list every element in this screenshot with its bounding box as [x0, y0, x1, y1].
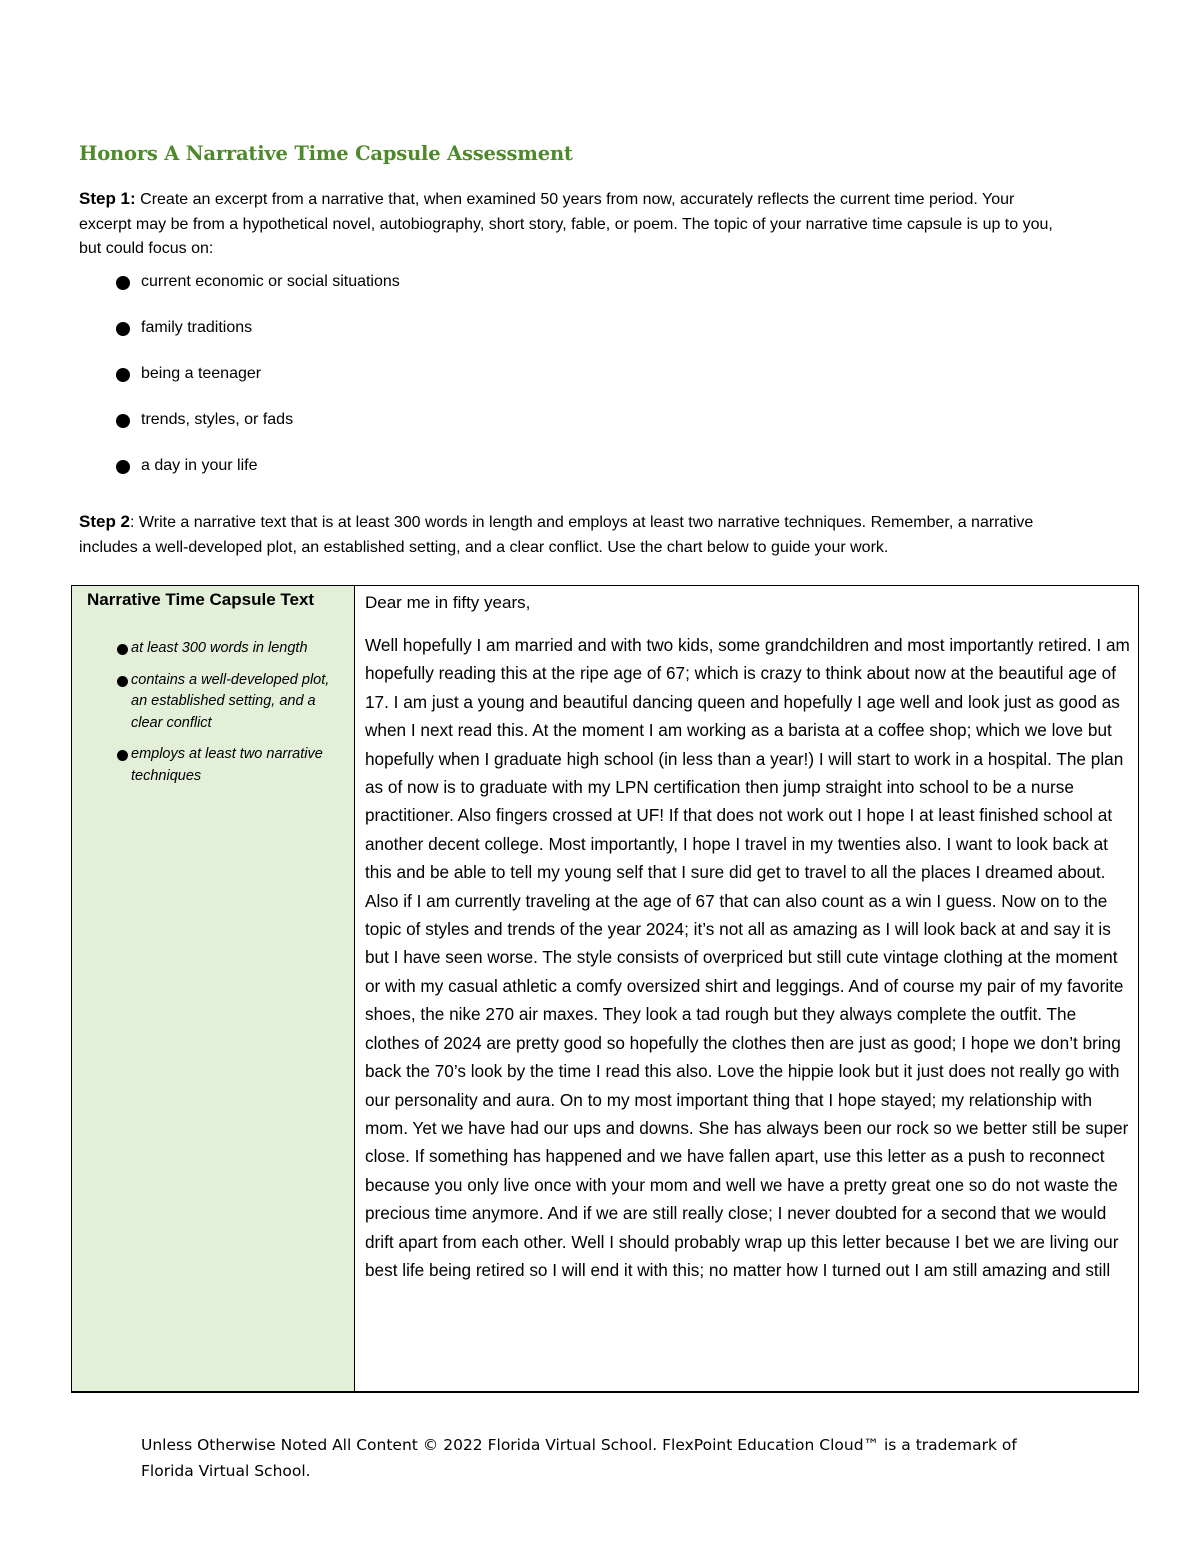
criteria-text: contains a well-developed plot, an established setting, and a clear conflict: [131, 671, 330, 731]
bullet-icon: [117, 750, 128, 761]
step1-text: Create an excerpt from a narrative that, when examined 50 years from now, accurately reflects the current time period. Your excerpt may be from a hypothetical novel, autobiography, short story, fable, or poem. The topic of your narrative time capsule is up to you, but could focus on:: [79, 191, 1053, 257]
topic-text: trends, styles, or fads: [141, 411, 294, 428]
narrative-chart-table: [71, 585, 1139, 1393]
step1-label: Step 1:: [79, 189, 136, 208]
topic-text: family traditions: [141, 319, 253, 336]
list-item: [115, 638, 345, 660]
bullet-icon: [116, 414, 130, 428]
chart-header: Narrative Time Capsule Text: [87, 590, 315, 609]
list-item: [112, 314, 400, 360]
list-item: [115, 670, 345, 735]
list-item: [112, 406, 400, 452]
topic-list: [112, 268, 400, 498]
topic-text: a day in your life: [141, 457, 258, 474]
step2-label: Step 2: [79, 512, 131, 531]
list-item: [112, 452, 400, 498]
criteria-cell: [72, 586, 355, 1391]
narrative-text-cell: [355, 586, 1138, 1391]
copyright-footer: Unless Otherwise Noted All Content © 2022 Florida Virtual School. FlexPoint Education Cloud™ is a trademark of Florida Virtual School.: [141, 1436, 1017, 1480]
topic-text: being a teenager: [141, 365, 262, 382]
page-title: Honors A Narrative Time Capsule Assessment: [79, 142, 573, 165]
letter-salutation: Dear me in fifty years,: [365, 593, 531, 612]
criteria-list: [115, 638, 345, 797]
list-item: [112, 360, 400, 406]
step1-paragraph: [79, 187, 1059, 262]
letter-body: Well hopefully I am married and with two kids, some grandchildren and most importantly retired. I am hopefully reading this at the ripe age of 67; which is crazy to think about now at the beautiful age of 17. I am just a young and beautiful dancing queen and hopefully I age well and look just as good as when I next read this. At the moment I am working as a barista at a coffee shop; which we love but hopefully when I graduate high school (in less than a year!) I will start to work in a hospital. The plan as of now is to graduate with my LPN certification then jump straight into school to be a nurse practitioner. Also fingers crossed at UF! If that does not work out I hope I at least finished school at another decent college. Most importantly, I hope I travel in my twenties also. I want to look back at this and be able to tell my young self that I sure did get to travel to all the places I dreamed about. Also if I am currently traveling at the age of 67 that can also count as a win I guess. Now on to the topic of styles and trends of the year 2024; it’s not all as amazing as I will look back at and say it is but I have seen worse. The style consists of overpriced but still cute vintage clothing at the moment or with my casual athletic a comfy oversized shirt and leggings. And of course my pair of my favorite shoes, the nike 270 air maxes. They look a tad rough but they always complete the outfit. The clothes of 2024 are pretty good so hopefully the clothes then are just as good; I hope we don’t bring back the 70’s look by the time I read this also. Love the hippie look but it just does not really go with our personality and aura. On to my most important thing that I hope stayed; my relationship with mom. Yet we have had our ups and downs. She has always been our rock so we better still be super close. If something has happened and we have fallen apart, use this letter as a push to reconnect because you only live once with your mom and well we have a pretty great one so do not waste the precious time anymore. And if we are still really close; I never doubted for a second that we would drift apart from each other. Well I should probably wrap up this letter because I bet we are living our best life being retired so I will end it with this; no matter how I turned out I am still amazing and still: [365, 635, 1130, 1280]
bullet-icon: [117, 644, 128, 655]
bullet-icon: [116, 368, 130, 382]
bullet-icon: [116, 460, 130, 474]
list-item: [112, 268, 400, 314]
criteria-text: at least 300 words in length: [131, 640, 308, 656]
list-item: [115, 744, 345, 787]
step2-paragraph: [79, 510, 1069, 560]
bullet-icon: [116, 276, 130, 290]
topic-text: current economic or social situations: [141, 273, 400, 290]
bullet-icon: [117, 676, 128, 687]
bullet-icon: [116, 322, 130, 336]
criteria-text: employs at least two narrative techniques: [131, 746, 323, 784]
step2-text: : Write a narrative text that is at least 300 words in length and employs at least two narrative techniques. Remember, a narrative includes a well-developed plot, an established setting, and a clear conflict. Use the chart below to guide your work.: [79, 514, 1034, 556]
